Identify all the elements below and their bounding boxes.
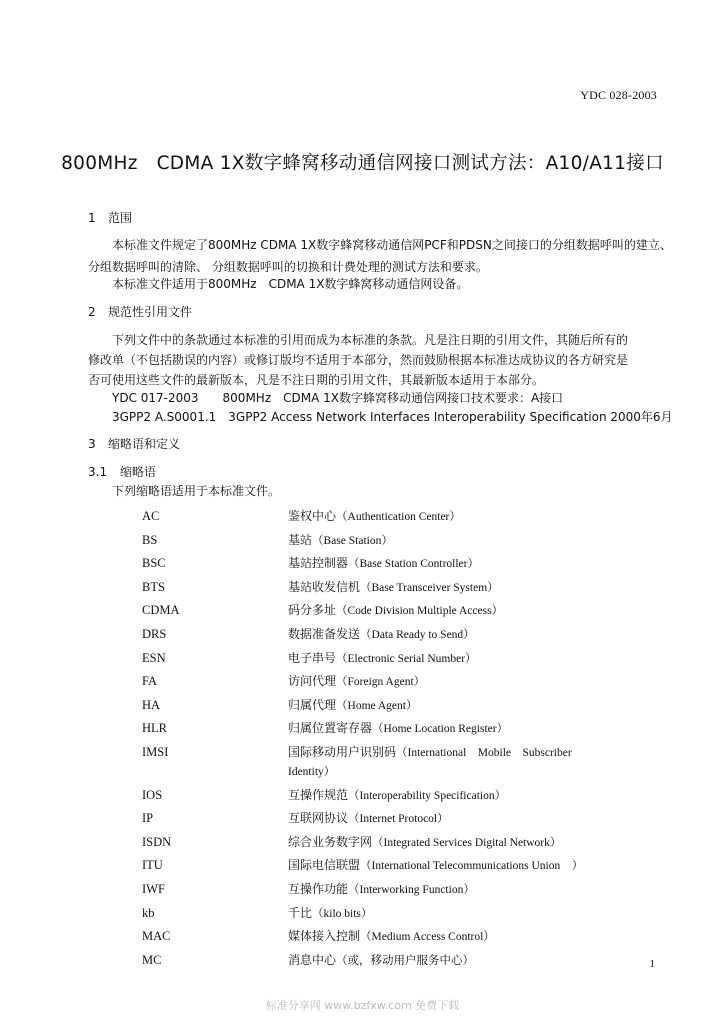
definition-en: （Home Location Register） [372,723,509,736]
abbreviation-row [142,743,612,781]
abbreviation-term: IMSI [142,744,169,759]
definition-en: （Base Station） [312,534,393,547]
abbreviation-term: kb [142,905,155,920]
watermark-footer: 标准分享网 www.bzfxw.com 免费下载 [265,999,460,1012]
abbreviation-definition [288,951,612,970]
definition-cn: 归属代理 [288,697,337,712]
abbreviation-term: IWF [142,881,165,896]
definition-en: （Interworking Function） [348,883,475,896]
abbreviation-definition [288,649,612,668]
definition-en: （International Telecommunications Union ） [360,860,584,873]
abbreviation-term: DRS [142,626,167,641]
definition-cn: 互操作功能 [288,881,349,896]
section-number: 3 [88,437,96,451]
document-title: 800MHz CDMA 1X数字蜂窝移动通信网接口测试方法：A10/A11接口 [61,153,664,174]
abbreviation-definition [288,904,612,923]
abbreviation-definition [288,672,612,691]
abbreviation-definition [288,601,612,620]
definition-en: （Data Ready to Send） [360,628,475,641]
abbreviation-term: AC [142,509,160,523]
abbreviation-term: BTS [142,579,165,594]
definition-cn: 鉴权中心 [288,509,337,523]
definition-cn: 基站控制器 [288,556,349,571]
abbreviation-definition [288,578,612,597]
abbreviation-definition [288,625,612,644]
abbreviation-term: CDMA [142,603,180,618]
abbreviation-row [142,649,612,668]
definition-en: （Authentication Center） [336,511,461,523]
abbreviation-row [142,719,612,738]
abbreviation-row [142,833,612,852]
abbreviation-term: MAC [142,929,171,944]
definition-en: （kilo bits） [312,907,373,920]
definition-en: （Code Division Multiple Access） [336,605,504,618]
abbreviation-row [142,880,612,899]
section-title: 范围 [108,211,133,225]
abbreviation-row [142,531,612,550]
subsection-number: 3.1 [88,465,108,479]
paragraph-line: 本标准文件适用于800MHz CDMA 1X数字蜂窝移动通信网设备。 [112,277,469,291]
definition-cn: 访问代理 [288,674,337,689]
abbreviation-definition [288,880,612,899]
definition-cn: 国际电信联盟 [288,858,361,873]
definition-cn: 媒体接入控制 [288,929,361,944]
definition-cn: 国际移动用户识别码 [288,744,397,759]
definition-en: （Base Transceiver System） [360,581,499,594]
abbreviation-term: BSC [142,556,166,571]
abbreviation-term: MC [142,952,162,967]
abbreviation-row [142,927,612,946]
definition-en: （或，移动用户服务中心） [336,954,475,967]
reference-item: 3GPP2 A.S0001.1 3GPP2 Access Network Interfaces Interoperability Specification 2000年6月 [112,410,673,424]
abbreviation-definition [288,927,612,946]
abbreviation-definition [288,809,612,828]
abbreviation-row [142,672,612,691]
section-2-heading [88,301,192,323]
abbreviation-definition [288,856,612,875]
abbreviation-definition [288,719,612,738]
definition-en: （Medium Access Control） [360,931,495,944]
abbreviation-term: IOS [142,787,163,802]
definition-en: （Base Station Controller） [348,558,479,571]
paragraph-line: 本标准文件规定了800MHz CDMA 1X数字蜂窝移动通信网PCF和PDSN之间接口的分组数据呼叫的建立、 [112,238,672,252]
section-3-heading [88,433,180,455]
abbreviation-row [142,809,612,828]
abbreviation-row [142,625,612,644]
definition-en: （Internet Protocol） [348,813,449,826]
abbreviation-row [142,554,612,573]
abbreviation-definition [288,833,612,852]
abbreviation-row [142,507,612,526]
document-number: YDC 028-2003 [580,88,657,102]
subsection-title: 缩略语 [120,465,157,479]
section-number: 2 [88,305,96,319]
abbreviation-list [142,507,612,974]
paragraph-line: 修改单（不包括勘误的内容）或修订版均不适用于本部分，然而鼓励根据本标准达成协议的各方研究是 [88,353,629,367]
paragraph-line: 下列缩略语适用于本标准文件。 [112,484,281,498]
section-title: 规范性引用文件 [108,305,193,319]
abbreviation-definition [288,696,612,715]
paragraph-line: 分组数据呼叫的清除、 分组数据呼叫的切换和计费处理的测试方法和要求。 [88,260,488,274]
abbreviation-row [142,578,612,597]
abbreviation-row [142,601,612,620]
abbreviation-definition [288,786,612,805]
definition-cn: 千比 [288,905,313,920]
definition-cn: 基站收发信机 [288,579,361,594]
definition-cn: 码分多址 [288,603,337,618]
section-number: 1 [88,211,96,225]
definition-en: （Electronic Serial Number） [336,652,477,665]
section-title: 缩略语和定义 [108,437,181,451]
paragraph-line: 下列文件中的条款通过本标准的引用而成为本标准的条款。凡是注日期的引用文件，其随后所有的 [112,333,629,347]
abbreviation-term: BS [142,532,158,547]
abbreviation-row [142,951,612,970]
definition-cn: 互操作规范 [288,787,349,802]
abbreviation-row [142,696,612,715]
reference-item: YDC 017-2003 800MHz CDMA 1X数字蜂窝移动通信网接口技术要求：A接口 [112,391,564,405]
definition-cn: 数据准备发送 [288,626,361,641]
abbreviation-term: ITU [142,858,163,873]
abbreviation-term: IP [142,811,154,826]
page-number: 1 [649,958,655,970]
definition-cn: 综合业务数字网 [288,834,373,849]
abbreviation-row [142,904,612,923]
paragraph-line: 否可使用这些文件的最新版本，凡是不注日期的引用文件，其最新版本适用于本部分。 [88,373,545,387]
definition-cn: 归属位置寄存器 [288,721,373,736]
abbreviation-term: FA [142,674,158,689]
definition-cn: 电子串号 [288,650,337,665]
abbreviation-row [142,786,612,805]
definition-cn: 互联网协议 [288,811,349,826]
definition-en: （Interoperability Specification） [348,789,507,802]
abbreviation-term: HLR [142,721,167,736]
definition-en: （Home Agent） [336,699,418,712]
abbreviation-term: HA [142,697,161,712]
abbreviation-definition [288,554,612,573]
definition-en: （Foreign Agent） [336,676,426,689]
definition-cn: 基站 [288,532,313,547]
definition-cn: 消息中心 [288,952,337,967]
abbreviation-definition [288,743,612,781]
abbreviation-term: ESN [142,650,166,665]
abbreviation-definition [288,507,612,526]
abbreviation-row [142,856,612,875]
section-1-heading [88,207,132,229]
definition-en: （International Mobile Subscriber Identity） [288,746,572,778]
abbreviation-definition [288,531,612,550]
abbreviation-term: ISDN [142,834,172,849]
definition-en: （Integrated Services Digital Network） [372,836,562,849]
